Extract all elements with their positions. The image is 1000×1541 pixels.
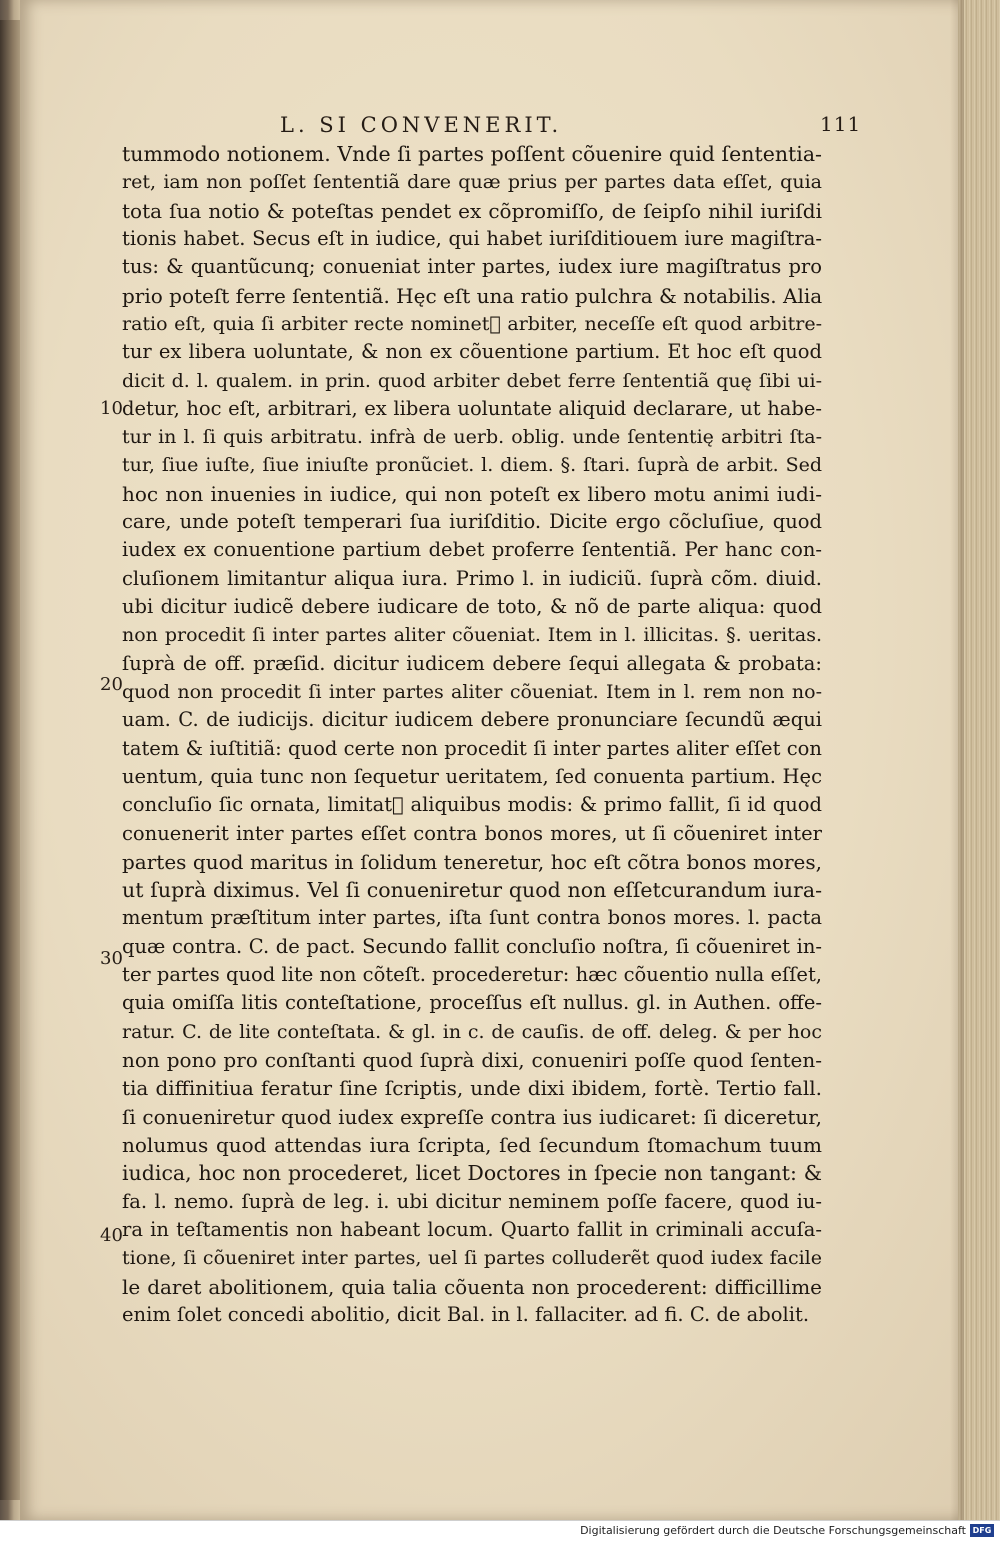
text-line: uam. C. de iudicijs. dicitur iudicem debere pronunciare ſecundũ æqui xyxy=(122,708,822,732)
text-line: cluſionem limitantur aliqua iura. Primo l. in iudiciũ. ſuprà cõm. diuid. xyxy=(122,566,822,590)
text-line: quod non procedit ſi inter partes aliter cõueniat. Item in l. rem non no- xyxy=(122,680,822,703)
text-line: ſi conueniretur quod iudex expreſſe contra ius iudicaret: ſi diceretur, xyxy=(122,1104,822,1129)
running-title: L. SI CONVENERIT. xyxy=(280,113,563,137)
text-line: tota ſua notio & poteſtas pendet ex cõpromiſſo, de ſeipſo nihil iuriſdi xyxy=(122,198,822,223)
text-line: ratur. C. de lite conteſtata. & gl. in c. de cauſis. de off. deleg. & per hoc xyxy=(122,1020,822,1043)
line-number-10: 10 xyxy=(100,398,123,419)
text-line: ſuprà de off. præſid. dicitur iudicem debere ſequi allegata & probata: xyxy=(122,651,822,675)
text-line: iudex ex conuentione partium debet proferre ſententiã. Per hanc con- xyxy=(122,538,822,562)
text-line: hoc non inuenies in iudice, qui non poteſt ex libero motu animi iudi- xyxy=(122,481,822,506)
text-line: fa. l. nemo. ſuprà de leg. i. ubi dicitur neminem poſſe facere, quod iu- xyxy=(122,1189,822,1213)
text-line: tus: & quantũcunq; conueniat inter partes, iudex iure magiſtratus pro xyxy=(122,255,822,279)
text-line: ret, iam non poſſet ſententiã dare quæ prius per partes data eſſet, quia xyxy=(122,171,822,194)
text-line: quæ contra. C. de pact. Secundo fallit concluſio noſtra, ſi cõueniret in- xyxy=(122,934,822,958)
text-line: nolumus quod attendas iura ſcripta, ſed ſecundum ſtomachum tuum xyxy=(122,1132,822,1157)
text-line: ter partes quod lite non cõteſt. procederetur: hæc cõuentio nulla eſſet, xyxy=(122,963,822,987)
text-line: tur ex libera uoluntate, & non ex cõuentione partium. Et hoc eſt quod xyxy=(122,340,822,364)
line-number-20: 20 xyxy=(100,674,123,695)
line-number-40: 40 xyxy=(100,1225,123,1246)
text-line: tummodo notionem. Vnde ſi partes poſſent cõuenire quid ſententia- xyxy=(122,142,822,166)
text-line: iudica, hoc non procederet, licet Doctores in ſpecie non tangant: & xyxy=(122,1161,822,1186)
text-line: non procedit ſi inter partes aliter cõueniat. Item in l. illicitas. §. ueritas. xyxy=(122,624,822,647)
text-line: partes quod maritus in ſolidum teneretur, hoc eſt cõtra bonos mores, xyxy=(122,849,822,874)
main-text-block xyxy=(122,140,822,1329)
text-line: tur, ſiue iuſte, ſiue iniuſte pronũciet. l. diem. §. ſtari. ſuprà de arbit. Sed xyxy=(122,454,822,477)
page-edge-shadow xyxy=(950,0,964,1520)
text-line: conuenerit inter partes eſſet contra bonos mores, ut ſi cõueniret inter xyxy=(122,821,822,845)
funding-credit: Digitalisierung gefördert durch die Deutsche Forschungsgemeinschaft xyxy=(580,1524,966,1537)
text-line: care, unde poteſt temperari ſua iuriſditio. Dicite ergo cõcluſiue, quod xyxy=(122,510,822,534)
text-line: quia omiſſa litis conteſtatione, proceſſus eſt nullus. gl. in Authen. offe- xyxy=(122,991,822,1015)
page-stack-edge xyxy=(958,0,1000,1520)
text-line: tione, ſi cõueniret inter partes, uel ſi partes colluderẽt quod iudex facile xyxy=(122,1247,822,1270)
text-line: tatem & iuſtitiã: quod certe non procedit ſi inter partes aliter eſſet con xyxy=(122,736,822,760)
facing-page-edge xyxy=(0,20,22,1500)
text-line: ratio eſt, quia ſi arbiter recte nominetᷣ arbiter, neceſſe eſt quod arbitre- xyxy=(122,312,822,335)
dfg-logo: DFG xyxy=(970,1524,994,1537)
text-line: non pono pro conſtanti quod ſuprà dixi, conueniri poſſe quod ſenten- xyxy=(122,1048,822,1072)
text-line: prio poteſt ferre ſententiã. Hęc eſt una ratio pulchra & notabilis. Alia xyxy=(122,283,822,308)
text-line: ubi dicitur iudicẽ debere iudicare de toto, & nõ de parte aliqua: quod xyxy=(122,595,822,618)
text-line: tionis habet. Secus eſt in iudice, qui habet iuriſditiouem iure magiſtra- xyxy=(122,226,822,250)
text-line: enim ſolet concedi abolitio, dicit Bal. in l. fallaciter. ad fi. C. de abolit. xyxy=(122,1302,810,1326)
text-line: le daret abolitionem, quia talia cõuenta non procederent: difficillime xyxy=(122,1274,822,1299)
text-line: ut ſuprà diximus. Vel ſi conueniretur quod non eſſetcurandum iura- xyxy=(122,878,822,903)
line-number-30: 30 xyxy=(100,948,123,969)
text-line: uentum, quia tunc non ſequetur ueritatem, ſed conuenta partium. Hęc xyxy=(122,764,822,788)
text-line: detur, hoc eſt, arbitrari, ex libera uoluntate aliquid declarare, ut habe- xyxy=(122,396,822,420)
text-line: tur in l. ſi quis arbitratu. infrà de uerb. oblig. unde ſententię arbitri ſta- xyxy=(122,426,822,449)
text-line: tia diffinitiua feratur ſine ſcriptis, unde dixi ibidem, fortè. Tertio fall. xyxy=(122,1076,822,1101)
text-line: ra in teſtamentis non habeant locum. Quarto fallit in criminali accuſa- xyxy=(122,1217,822,1241)
text-line: concluſio ſic ornata, limitatᷣ aliquibus modis: & primo fallit, ſi id quod xyxy=(122,793,822,817)
text-line: dicit d. l. qualem. in prin. quod arbiter debet ferre ſententiã quę ſibi ui- xyxy=(122,369,822,392)
text-line: mentum præſtitum inter partes, iſta ſunt contra bonos mores. l. pacta xyxy=(122,906,822,930)
footer-bar xyxy=(0,1520,1000,1541)
folio-number: 111 xyxy=(820,112,862,136)
